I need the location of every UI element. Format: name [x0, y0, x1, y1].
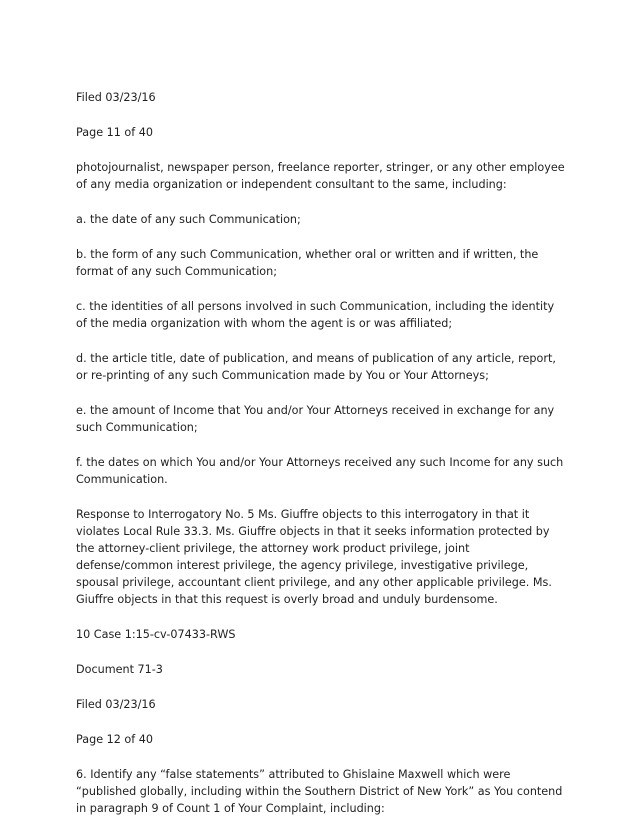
document-body	[76, 89, 568, 835]
page-number: Page 11 of 40	[76, 126, 154, 139]
interrogatory-6: 6. Identify any “false statements” attributed to Ghislaine Maxwell which were “published globally, including within the Southern District of New York” as You contend in paragraph 9 of Count 1 of Your Complaint, including:	[76, 768, 563, 815]
list-item-e: e. the amount of Income that You and/or Your Attorneys received in exchange for any such Communication;	[76, 404, 555, 434]
filed-date: Filed 03/23/16	[76, 91, 156, 104]
document-number: Document 71-3	[76, 663, 163, 676]
list-item-f: f. the dates on which You and/or Your Attorneys received any such Income for any such Communication.	[76, 456, 564, 486]
list-item-a: a. the date of any such Communication;	[76, 213, 301, 226]
list-item-b: b. the form of any such Communication, whether oral or written and if written, the format of any such Communication;	[76, 248, 539, 278]
page-number-2: Page 12 of 40	[76, 733, 154, 746]
list-item-d: d. the article title, date of publication, and means of publication of any article, report, or re-printing of any such Communication made by You or Your Attorneys;	[76, 352, 556, 382]
filed-date-2: Filed 03/23/16	[76, 698, 156, 711]
case-number: 10 Case 1:15-cv-07433-RWS	[76, 628, 236, 641]
response-paragraph: Response to Interrogatory No. 5 Ms. Giuffre objects to this interrogatory in that it violates Local Rule 33.3. Ms. Giuffre objects in that it seeks information protected by the attorney-client privilege, the attorney work product privilege, joint defense/common interest privilege, the agency privilege, investigative privilege, spousal privilege, accountant client privilege, and any other applicable privilege. Ms. Giuffre objects in that this request is overly broad and unduly burdensome.	[76, 508, 552, 606]
body-paragraph: photojournalist, newspaper person, freelance reporter, stringer, or any other employee of any media organization or independent consultant to the same, including:	[76, 161, 565, 191]
list-item-c: c. the identities of all persons involved in such Communication, including the identity of the media organization with whom the agent is or was affiliated;	[76, 300, 555, 330]
